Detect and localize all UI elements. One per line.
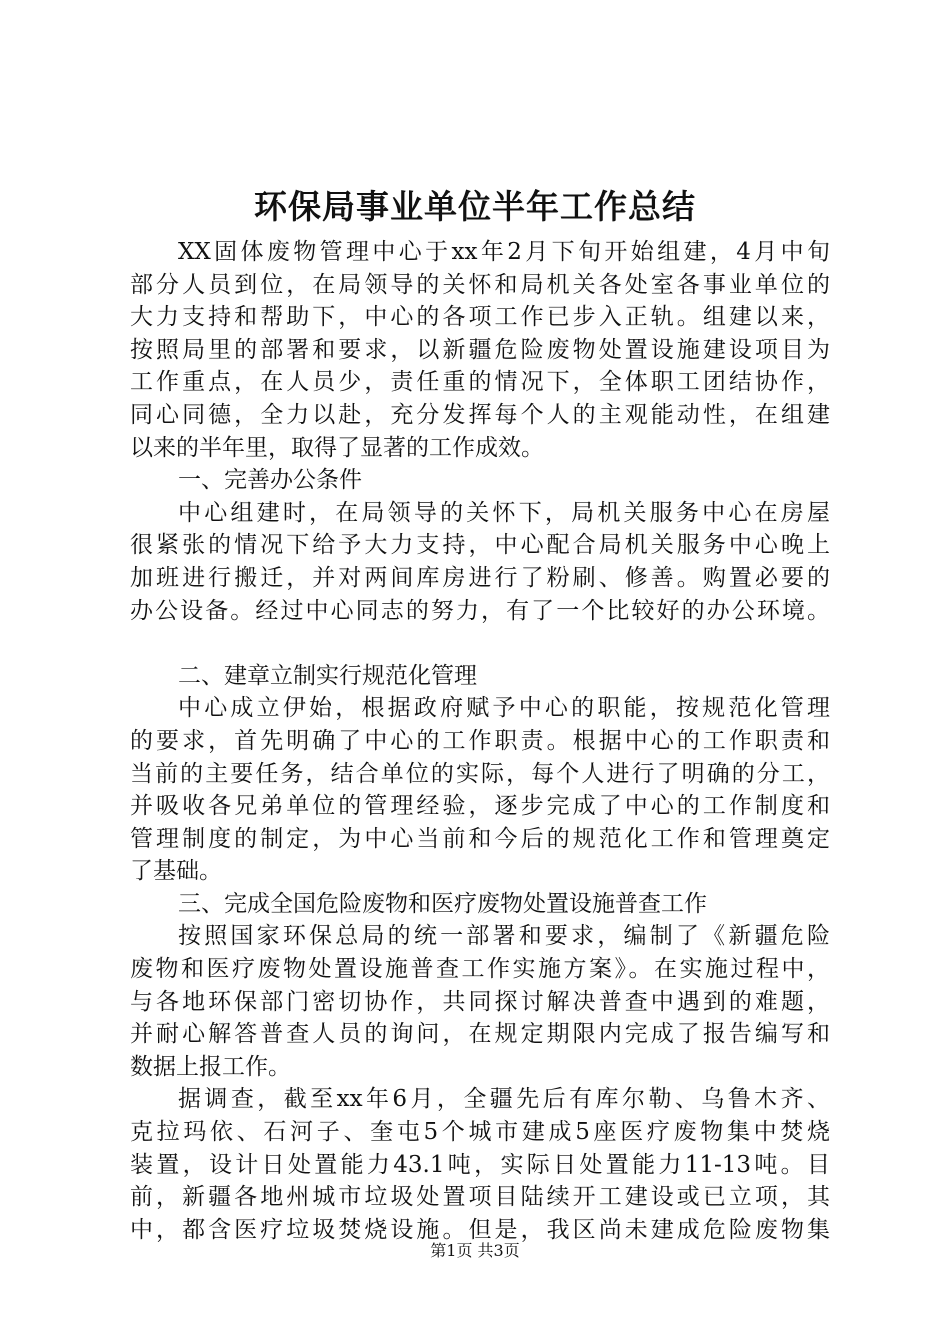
paragraph-line: 中心组建时，在局领导的关怀下，局机关服务中心在房屋 — [178, 499, 830, 526]
paragraph-line: XX固体废物管理中心于xx年2月下旬开始组建，4月中旬 — [178, 239, 830, 265]
paragraph-line: 废物和医疗废物处置设施普查工作实施方案》。在实施过程中， — [130, 956, 830, 983]
paragraph-line: 办公设备。经过中心同志的努力，有了一个比较好的办公环境。 — [130, 597, 830, 624]
paragraph-line: 按照国家环保总局的统一部署和要求，编制了《新疆危险 — [178, 923, 830, 950]
paragraph-line: 当前的主要任务，结合单位的实际，每个人进行了明确的分工， — [130, 760, 830, 787]
blank-line — [130, 627, 830, 660]
paragraph-line: 按照局里的部署和要求，以新疆危险废物处置设施建设项目为 — [130, 336, 830, 363]
paragraph-line: 克拉玛依、石河子、奎屯5个城市建成5座医疗废物集中焚烧 — [130, 1119, 830, 1146]
paragraph-line: 中，都含医疗垃圾焚烧设施。但是，我区尚未建成危险废物集 — [130, 1216, 830, 1243]
paragraph-line: 中心成立伊始，根据政府赋予中心的职能，按规范化管理 — [178, 695, 830, 722]
paragraph-line: 装置，设计日处置能力43.1吨，实际日处置能力11-13吨。目 — [130, 1151, 830, 1178]
paragraph-line: 同心同德，全力以赴，充分发挥每个人的主观能动性，在组建 — [130, 401, 830, 428]
paragraph-line: 数据上报工作。 — [130, 1053, 291, 1080]
document-body — [130, 236, 830, 1246]
paragraph-line: 以来的半年里，取得了显著的工作成效。 — [130, 434, 544, 461]
paragraph-line: 的要求，首先明确了中心的工作职责。根据中心的工作职责和 — [130, 727, 830, 754]
paragraph-line: 与各地环保部门密切协作，共同探讨解决普查中遇到的难题， — [130, 988, 830, 1015]
paragraph-line: 并吸收各兄弟单位的管理经验，逐步完成了中心的工作制度和 — [130, 793, 830, 820]
paragraph-line: 部分人员到位，在局领导的关怀和局机关各处室各事业单位的 — [130, 271, 830, 298]
paragraph-line: 据调查，截至xx年6月，全疆先后有库尔勒、乌鲁木齐、 — [178, 1086, 830, 1113]
section-heading: 一、完善办公条件 — [178, 467, 362, 494]
page-footer: 第1页 共3页 — [430, 1241, 520, 1260]
paragraph-line: 工作重点，在人员少，责任重的情况下，全体职工团结协作， — [130, 369, 830, 396]
paragraph-line: 很紧张的情况下给予大力支持，中心配合局机关服务中心晚上 — [130, 532, 830, 559]
paragraph-line: 大力支持和帮助下，中心的各项工作已步入正轨。组建以来， — [130, 304, 830, 331]
paragraph-line: 并耐心解答普查人员的询问，在规定期限内完成了报告编写和 — [130, 1021, 830, 1048]
paragraph-line: 管理制度的制定，为中心当前和今后的规范化工作和管理奠定 — [130, 825, 830, 852]
paragraph-line: 加班进行搬迁，并对两间库房进行了粉刷、修善。购置必要的 — [130, 564, 830, 591]
paragraph-line: 了基础。 — [130, 858, 222, 885]
document-title: 环保局事业单位半年工作总结 — [254, 187, 696, 226]
paragraph-line: 前，新疆各地州城市垃圾处置项目陆续开工建设或已立项，其 — [130, 1184, 830, 1211]
section-heading: 三、完成全国危险废物和医疗废物处置设施普查工作 — [178, 890, 707, 917]
section-heading: 二、建章立制实行规范化管理 — [178, 662, 477, 689]
